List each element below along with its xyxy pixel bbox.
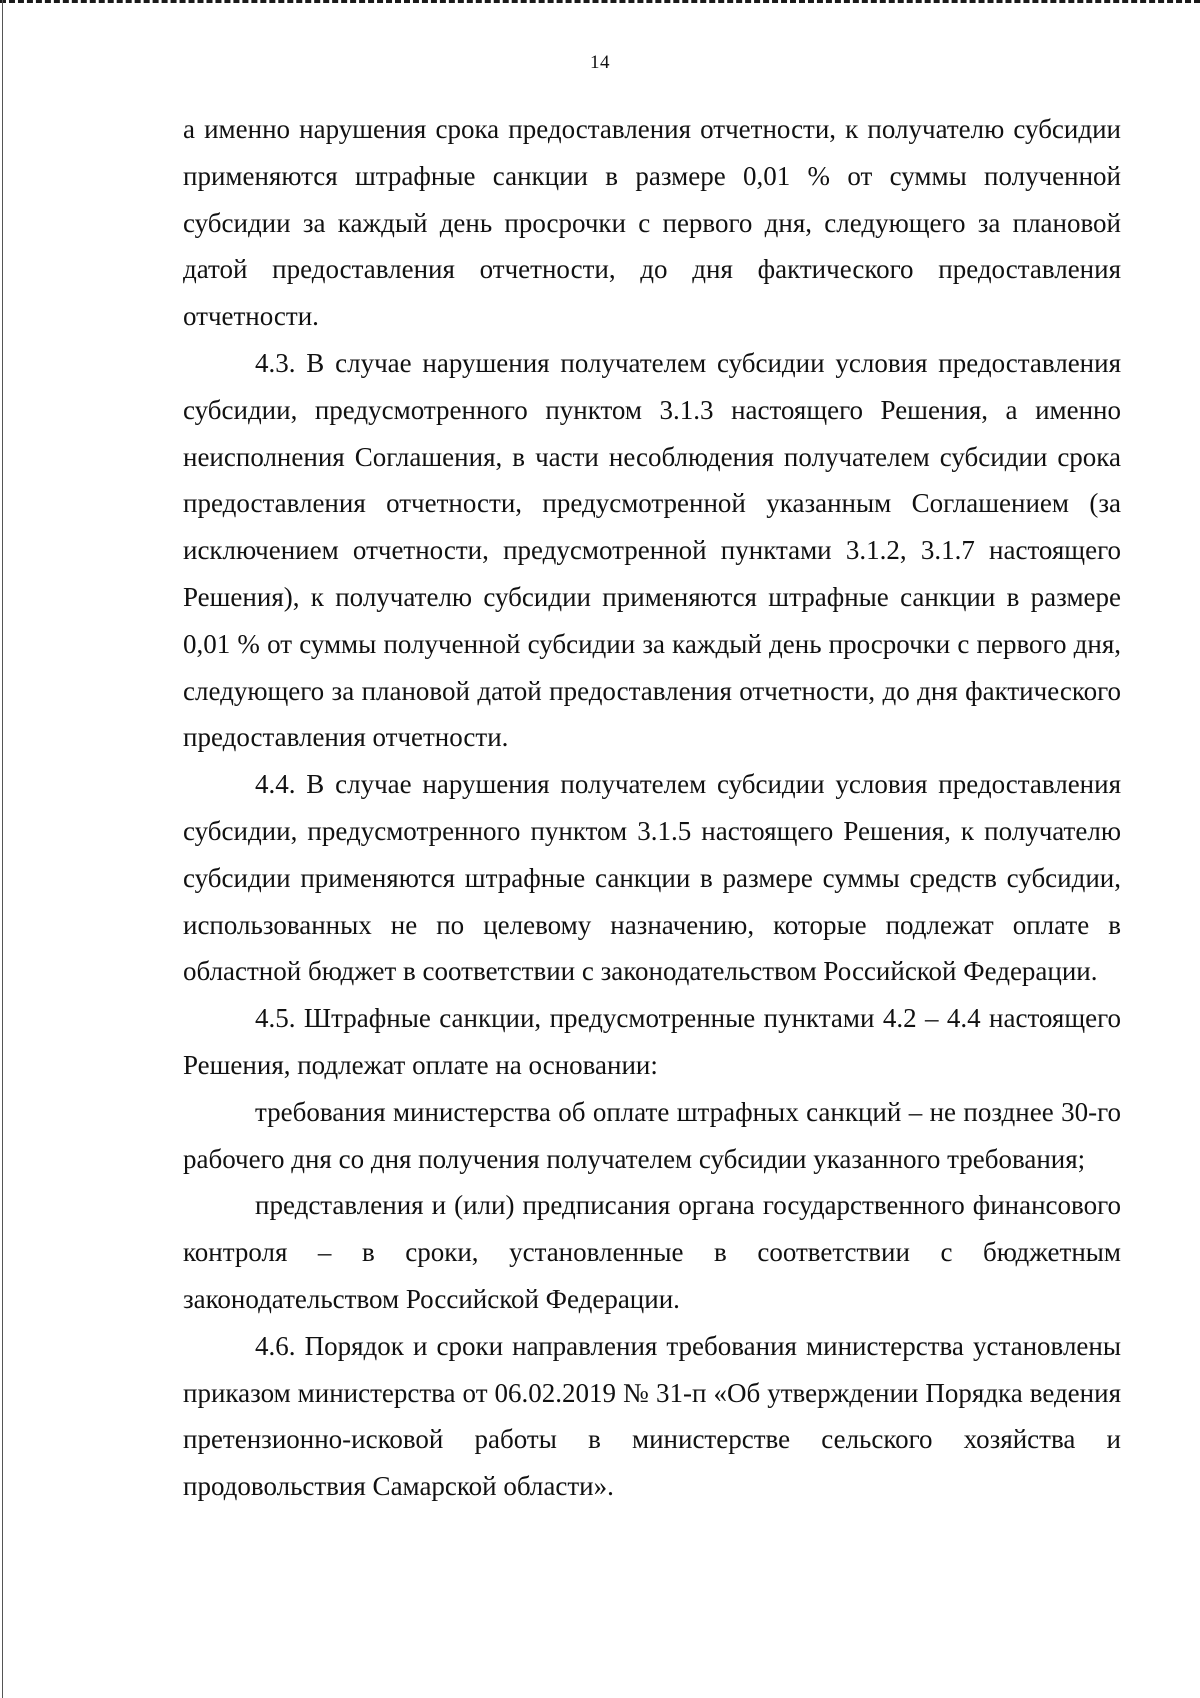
page-number: 14 [590,52,610,73]
paragraph-4-5: 4.5. Штрафные санкции, предусмотренные пунктами 4.2 – 4.4 настоящего Решения, подлежат оплате на основании: [183,1003,1121,1080]
document-body [183,106,1121,1510]
paragraph-4-6: 4.6. Порядок и сроки направления требования министерства установлены приказом министерства от 06.02.2019 № 31-п «Об утверждении Порядка ведения претензионно-исковой работы в министерстве сельского хозяйства и продовольствия Самарской области». [183,1330,1121,1502]
paragraph-continuation: а именно нарушения срока предоставления отчетности, к получателю субсидии применяются штрафные санкции в размере 0,01 % от суммы полученной субсидии за каждый день просрочки с первого дня, следующего за плановой датой предоставления отчетности, до дня фактического предоставления отчетности. [183,114,1121,332]
paragraph-4-3: 4.3. В случае нарушения получателем субсидии условия предоставления субсидии, предусмотренного пунктом 3.1.3 настоящего Решения, а именно неисполнения Соглашения, в части несоблюдения получателем субсидии срока предоставления отчетности, предусмотренной указанным Соглашением (за исключением отчетности, предусмотренной пунктами 3.1.2, 3.1.7 настоящего Решения), к получателю субсидии применяются штрафные санкции в размере 0,01 % от суммы полученной субсидии за каждый день просрочки с первого дня, следующего за плановой датой предоставления отчетности, до дня фактического предоставления отчетности. [183,347,1121,753]
scan-top-border [0,0,1200,3]
paragraph-4-5-item-prescription: представления и (или) предписания органа государственного финансового контроля – в сроки, установленные в соответствии с бюджетным законодательством Российской Федерации. [183,1190,1121,1314]
paragraph-4-5-item-requirement: требования министерства об оплате штрафных санкций – не позднее 30-го рабочего дня со дня получения получателем субсидии указанного требования; [183,1096,1121,1174]
scan-left-edge [2,0,3,1698]
paragraph-4-4: 4.4. В случае нарушения получателем субсидии условия предоставления субсидии, предусмотренного пунктом 3.1.5 настоящего Решения, к получателю субсидии применяются штрафные санкции в размере суммы средств субсидии, использованных не по целевому назначению, которые подлежат оплате в областной бюджет в соответствии с законодательством Российской Федерации. [183,769,1121,987]
